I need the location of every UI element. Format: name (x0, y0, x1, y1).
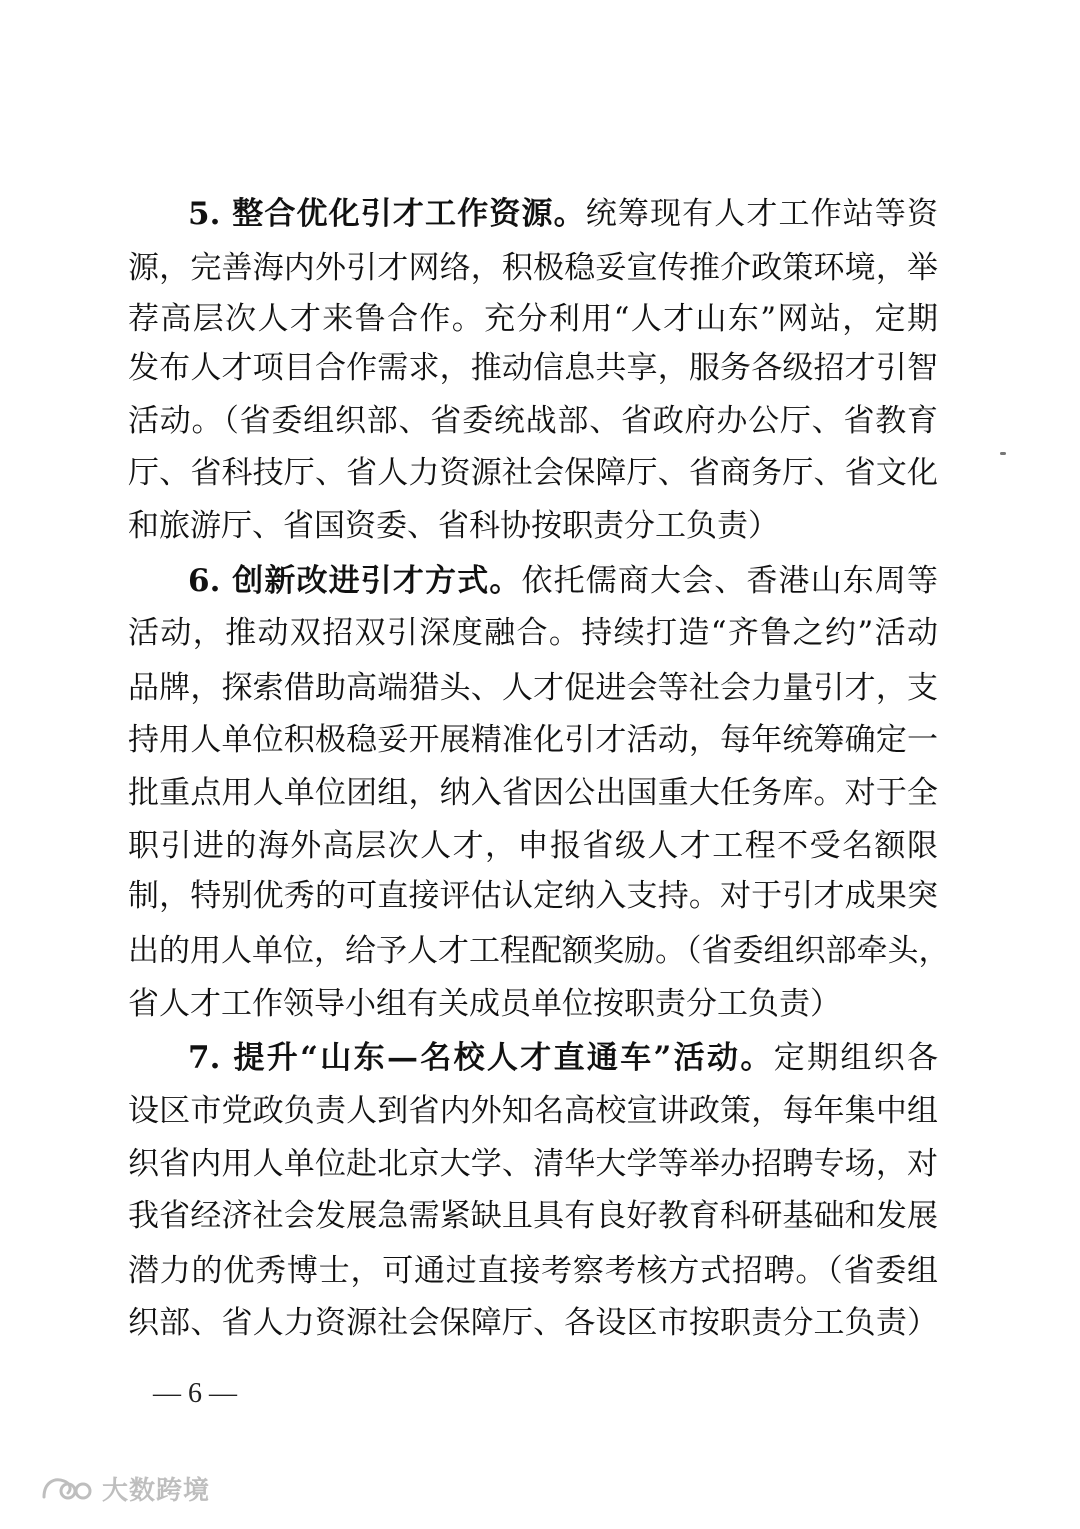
watermark (38, 1466, 238, 1510)
text-line: 设区市党政负责人到省内外知名高校宣讲政策，每年集中组 (128, 1093, 938, 1129)
section-heading: 6. 创新改进引才方式。 (188, 563, 522, 599)
watermark-logo-icon (38, 1471, 96, 1505)
section-heading: 7. 提升“山东—名校人才直通车”活动。 (188, 1040, 774, 1076)
text-line: 职引进的海外高层次人才，申报省级人才工程不受名额限 (128, 828, 938, 864)
text-line: 出的用人单位，给予人才工程配额奖励。（省委组织部牵头， (128, 933, 950, 969)
scan-speck (1000, 452, 1006, 455)
text-line: 活动，推动双招双引深度融合。持续打造“齐鲁之约”活动 (128, 615, 938, 651)
text-line: 和旅游厅、省国资委、省科协按职责分工负责） (128, 508, 779, 544)
text-line: 织省内用人单位赴北京大学、清华大学等举办招聘专场，对 (128, 1146, 938, 1182)
text-line: 制，特别优秀的可直接评估认定纳入支持。对于引才成果突 (128, 878, 938, 914)
text-line: 品牌，探索借助高端猎头、人才促进会等社会力量引才，支 (128, 670, 938, 706)
text-line (188, 553, 938, 609)
page-number: — 6 — (153, 1378, 237, 1409)
text-line: 发布人才项目合作需求，推动信息共享，服务各级招才引智 (128, 350, 938, 386)
watermark-text: 大数跨境 (102, 1475, 211, 1506)
text-line: 持用人单位积极稳妥开展精准化引才活动，每年统筹确定一 (128, 722, 938, 758)
text-line: 省人才工作领导小组有关成员单位按职责分工负责） (128, 986, 841, 1022)
text-line (188, 1030, 938, 1086)
text-line (188, 186, 938, 242)
line-text: 依托儒商大会、香港山东周等 (521, 563, 939, 599)
line-text: 统筹现有人才工作站等资 (585, 196, 939, 232)
text-line: 荐高层次人才来鲁合作。充分利用“人才山东”网站，定期 (128, 301, 938, 337)
text-line: 我省经济社会发展急需紧缺且具有良好教育科研基础和发展 (128, 1198, 938, 1234)
text-line: 厅、省科技厅、省人力资源社会保障厅、省商务厅、省文化 (128, 455, 938, 491)
text-line: 织部、省人力资源社会保障厅、各设区市按职责分工负责） (128, 1305, 938, 1341)
text-line: 活动。（省委组织部、省委统战部、省政府办公厅、省教育 (128, 403, 938, 439)
text-line: 潜力的优秀博士，可通过直接考察考核方式招聘。（省委组 (128, 1253, 938, 1289)
text-line: 源，完善海内外引才网络，积极稳妥宣传推介政策环境，举 (128, 250, 938, 286)
text-line: 批重点用人单位团组，纳入省因公出国重大任务库。对于全 (128, 775, 938, 811)
section-heading: 5. 整合优化引才工作资源。 (188, 196, 586, 232)
line-text: 定期组织各 (773, 1040, 938, 1076)
